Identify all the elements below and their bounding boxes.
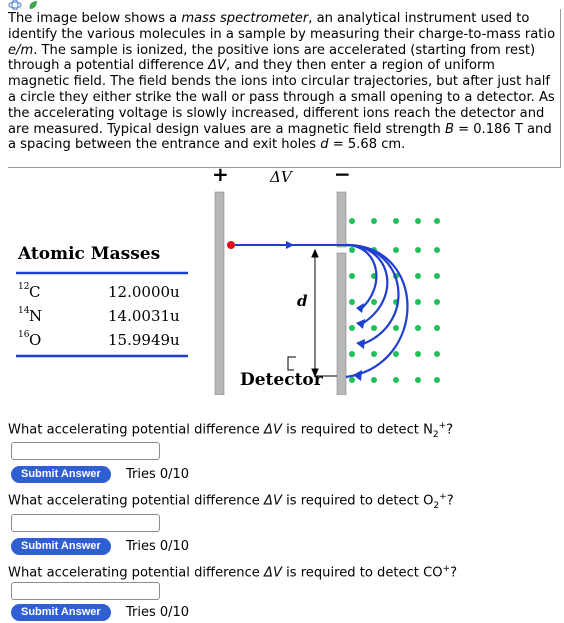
dv-label: ΔV: [270, 168, 292, 186]
answer-field-n2[interactable]: [11, 442, 160, 460]
magnetic-field-dots: [349, 218, 440, 383]
d-dimension-line: [312, 250, 337, 376]
tries-counter-o2: Tries 0/10: [126, 539, 190, 554]
question-n2: What accelerating potential difference ΔV is required to detect $N_2^+$?: [8, 421, 454, 440]
left-plate: [215, 192, 224, 395]
plus-label: +: [212, 165, 229, 186]
atom-o-mass: 15.9949u: [108, 331, 180, 349]
leaf-icon: [30, 1, 37, 9]
tries-counter-n2: Tries 0/10: [126, 467, 190, 482]
detector-icon: [288, 357, 296, 370]
answer-field-co[interactable]: [11, 582, 160, 600]
ion-acceleration-path: [235, 241, 346, 249]
atom-n-mass: 14.0031u: [108, 307, 180, 325]
atom-c-mass: 12.0000u: [108, 283, 180, 301]
right-plate-bottom: [337, 253, 346, 395]
d-label: d: [297, 292, 308, 310]
atom-o-mass-number: 16: [18, 330, 30, 340]
submit-answer-button-o2[interactable]: Submit Answer: [11, 538, 111, 555]
detector-label: Detector: [240, 370, 323, 390]
right-plate-top: [337, 192, 346, 247]
atom-o-symbol: O: [29, 331, 42, 349]
submit-answer-button-n2[interactable]: Submit Answer: [11, 466, 111, 483]
submit-answer-button-co[interactable]: Submit Answer: [11, 604, 111, 621]
answer-field-o2[interactable]: [11, 514, 160, 532]
intro-text: The image below shows a mass spectrometer, an analytical instrument used to identify the various molecules in a sample by measuring their charge-to-mass ratio e/m. The sample is ionized, the positive ions are accelerated (starting from rest) through a potential difference ΔV, and they then enter a region of uniform magnetic field. The field bends the ions into circular trajectories, but after just half a circle they either strike the wall or pass through a small opening to a detector. As the accelerating voltage is slowly increased, different ions reach the detector and are measured. Typical design values are a magnetic field strength B = 0.186 T and a spacing between the entrance and exit holes d = 5.68 cm.: [8, 11, 556, 153]
minus-label: −: [334, 165, 351, 186]
mass-spectrometer-figure: [8, 165, 448, 395]
atom-n-mass-number: 14: [18, 306, 30, 316]
ion-trajectories: [346, 245, 408, 377]
atomic-masses-title: Atomic Masses: [18, 244, 161, 264]
trajectory-arrowheads: [353, 303, 365, 381]
ion-source-dot: [227, 241, 235, 249]
question-co: What accelerating potential difference ΔV is required to detect CO+?: [8, 564, 458, 581]
atom-n-symbol: N: [29, 307, 43, 325]
question-o2: What accelerating potential difference ΔV is required to detect $O_2^+$?: [8, 492, 454, 511]
atom-c-symbol: C: [29, 283, 41, 301]
atom-c-mass-number: 12: [18, 282, 30, 292]
tries-counter-co: Tries 0/10: [126, 605, 190, 620]
problem-intro: [8, 9, 561, 168]
